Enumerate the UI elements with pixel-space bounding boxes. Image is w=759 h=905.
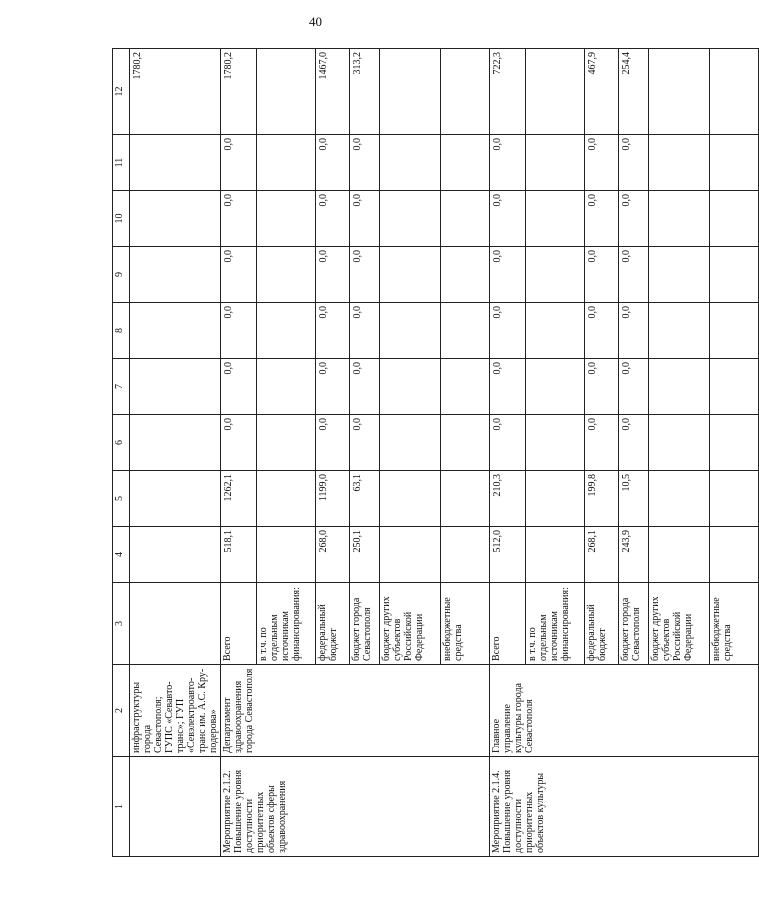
value-cell: 0,0 [316, 359, 350, 415]
table-cell [710, 359, 759, 415]
value-cell: 0,0 [490, 415, 526, 471]
table-cell [441, 415, 490, 471]
table-row [130, 49, 221, 857]
column-number-row [113, 49, 130, 857]
value-cell: 0,0 [221, 415, 257, 471]
source-label: внебюджетные средства [441, 583, 490, 665]
value-cell: 1262,1 [221, 471, 257, 527]
table-cell [380, 135, 441, 191]
value-cell: 0,0 [490, 247, 526, 303]
value-cell: 0,0 [619, 247, 649, 303]
table-cell [526, 527, 585, 583]
source-label: в т.ч. по отдельным источникам финансирования: [526, 583, 585, 665]
value-cell: 0,0 [490, 191, 526, 247]
table-cell [649, 49, 710, 135]
table-cell [380, 247, 441, 303]
table-cell [257, 359, 316, 415]
value-cell: 0,0 [316, 135, 350, 191]
table-cell [380, 359, 441, 415]
value-cell: 0,0 [221, 247, 257, 303]
table-cell [130, 471, 221, 527]
table-cell [441, 191, 490, 247]
value-cell: 268,1 [585, 527, 619, 583]
table-cell [257, 303, 316, 359]
value-cell: 0,0 [619, 359, 649, 415]
value-cell: 0,0 [350, 135, 380, 191]
source-label: бюджет города Севастополя [350, 583, 380, 665]
table-cell [649, 135, 710, 191]
table-cell [257, 247, 316, 303]
column-header: 2 [113, 665, 130, 757]
table-cell [649, 359, 710, 415]
table-cell [441, 471, 490, 527]
value-cell: 1780,2 [130, 49, 221, 135]
table-cell [526, 415, 585, 471]
table-cell [257, 49, 316, 135]
table-cell [526, 359, 585, 415]
value-cell: 63,1 [350, 471, 380, 527]
executor-cell: инфраструктуры города Севастополя; ГУПС «Севавто-транс»; ГУП «Севэлектроавто-транс им. А.С. Кру-подерова» [130, 665, 221, 757]
table-cell [130, 135, 221, 191]
table-cell [130, 303, 221, 359]
table-cell [257, 415, 316, 471]
table-cell [649, 471, 710, 527]
executor-cell: Департамент здравоохранения города Севастополя [221, 665, 490, 757]
source-label: федеральный бюджет [316, 583, 350, 665]
value-cell: 250,1 [350, 527, 380, 583]
value-cell: 0,0 [221, 135, 257, 191]
value-cell: 0,0 [221, 359, 257, 415]
table-cell [710, 191, 759, 247]
table-cell [441, 303, 490, 359]
value-cell: 1780,2 [221, 49, 257, 135]
table-cell [130, 191, 221, 247]
value-cell: 243,9 [619, 527, 649, 583]
value-cell: 1199,0 [316, 471, 350, 527]
table-cell [257, 135, 316, 191]
table-cell [526, 191, 585, 247]
table-cell [710, 527, 759, 583]
table-cell [441, 135, 490, 191]
value-cell: 199,8 [585, 471, 619, 527]
table-cell [130, 247, 221, 303]
table-cell [649, 527, 710, 583]
table-row [221, 49, 257, 857]
table-cell [380, 415, 441, 471]
source-label: в т.ч. по отдельным источникам финансирования: [257, 583, 316, 665]
table-cell [649, 191, 710, 247]
value-cell: 0,0 [350, 191, 380, 247]
value-cell: 0,0 [350, 415, 380, 471]
value-cell: 0,0 [585, 303, 619, 359]
value-cell: 0,0 [619, 191, 649, 247]
table-cell [649, 415, 710, 471]
column-header: 7 [113, 359, 130, 415]
value-cell: 0,0 [585, 135, 619, 191]
value-cell: 0,0 [585, 247, 619, 303]
column-header: 10 [113, 191, 130, 247]
event-name-cell: Мероприятие 2.1.2. Повышение уровня доступности приоритетных объектов сферы здравоохранения [221, 757, 490, 857]
value-cell: 0,0 [350, 247, 380, 303]
value-cell: 467,9 [585, 49, 619, 135]
table-cell [441, 247, 490, 303]
source-label: Всего [221, 583, 257, 665]
table-cell [649, 247, 710, 303]
column-header: 12 [113, 49, 130, 135]
table-cell [130, 757, 221, 857]
value-cell: 0,0 [490, 135, 526, 191]
value-cell: 0,0 [619, 135, 649, 191]
column-header: 6 [113, 415, 130, 471]
value-cell: 0,0 [490, 359, 526, 415]
table-cell [710, 471, 759, 527]
funding-table [112, 48, 759, 857]
value-cell: 0,0 [221, 191, 257, 247]
source-label: федеральный бюджет [585, 583, 619, 665]
value-cell: 0,0 [585, 359, 619, 415]
value-cell: 0,0 [585, 415, 619, 471]
table-cell [257, 527, 316, 583]
value-cell: 0,0 [619, 303, 649, 359]
value-cell: 268,0 [316, 527, 350, 583]
page-number: 40 [309, 14, 322, 29]
table-cell [526, 247, 585, 303]
value-cell: 0,0 [221, 303, 257, 359]
value-cell: 0,0 [619, 415, 649, 471]
table-cell [441, 49, 490, 135]
table-cell [710, 415, 759, 471]
value-cell: 0,0 [316, 247, 350, 303]
table-cell [441, 359, 490, 415]
table-cell [130, 583, 221, 665]
table-cell [649, 303, 710, 359]
column-header: 11 [113, 135, 130, 191]
value-cell: 0,0 [585, 191, 619, 247]
column-header: 1 [113, 757, 130, 857]
value-cell: 254,4 [619, 49, 649, 135]
table-cell [130, 359, 221, 415]
value-cell: 0,0 [350, 359, 380, 415]
value-cell: 518,1 [221, 527, 257, 583]
value-cell: 0,0 [316, 303, 350, 359]
source-label: бюджет других субъектов Российской Федерации [380, 583, 441, 665]
column-header: 5 [113, 471, 130, 527]
column-header: 3 [113, 583, 130, 665]
table-cell [130, 415, 221, 471]
value-cell: 0,0 [490, 303, 526, 359]
value-cell: 0,0 [316, 191, 350, 247]
table-cell [526, 49, 585, 135]
table-cell [257, 191, 316, 247]
table-cell [380, 471, 441, 527]
table-row [490, 49, 526, 857]
column-header: 8 [113, 303, 130, 359]
table-cell [710, 135, 759, 191]
table-cell [380, 191, 441, 247]
table-cell [526, 303, 585, 359]
source-label: бюджет города Севастополя [619, 583, 649, 665]
source-label: внебюджетные средства [710, 583, 759, 665]
table-cell [526, 471, 585, 527]
column-header: 9 [113, 247, 130, 303]
value-cell: 10,5 [619, 471, 649, 527]
value-cell: 722,3 [490, 49, 526, 135]
table-cell [526, 135, 585, 191]
value-cell: 1467,0 [316, 49, 350, 135]
table-cell [710, 303, 759, 359]
table-cell [710, 247, 759, 303]
value-cell: 0,0 [350, 303, 380, 359]
column-header: 4 [113, 527, 130, 583]
source-label: Всего [490, 583, 526, 665]
executor-cell: Главное управление культуры города Севастополя [490, 665, 759, 757]
table-cell [710, 49, 759, 135]
table-cell [380, 527, 441, 583]
event-name-cell: Мероприятие 2.1.4. Повышение уровня доступности приоритетных объектов культуры [490, 757, 759, 857]
table-cell [257, 471, 316, 527]
value-cell: 313,2 [350, 49, 380, 135]
value-cell: 210,3 [490, 471, 526, 527]
table-cell [130, 527, 221, 583]
table-cell [441, 527, 490, 583]
value-cell: 512,0 [490, 527, 526, 583]
table-cell [380, 49, 441, 135]
value-cell: 0,0 [316, 415, 350, 471]
source-label: бюджет других субъектов Российской Федерации [649, 583, 710, 665]
rotated-table-container [112, 49, 733, 857]
table-cell [380, 303, 441, 359]
